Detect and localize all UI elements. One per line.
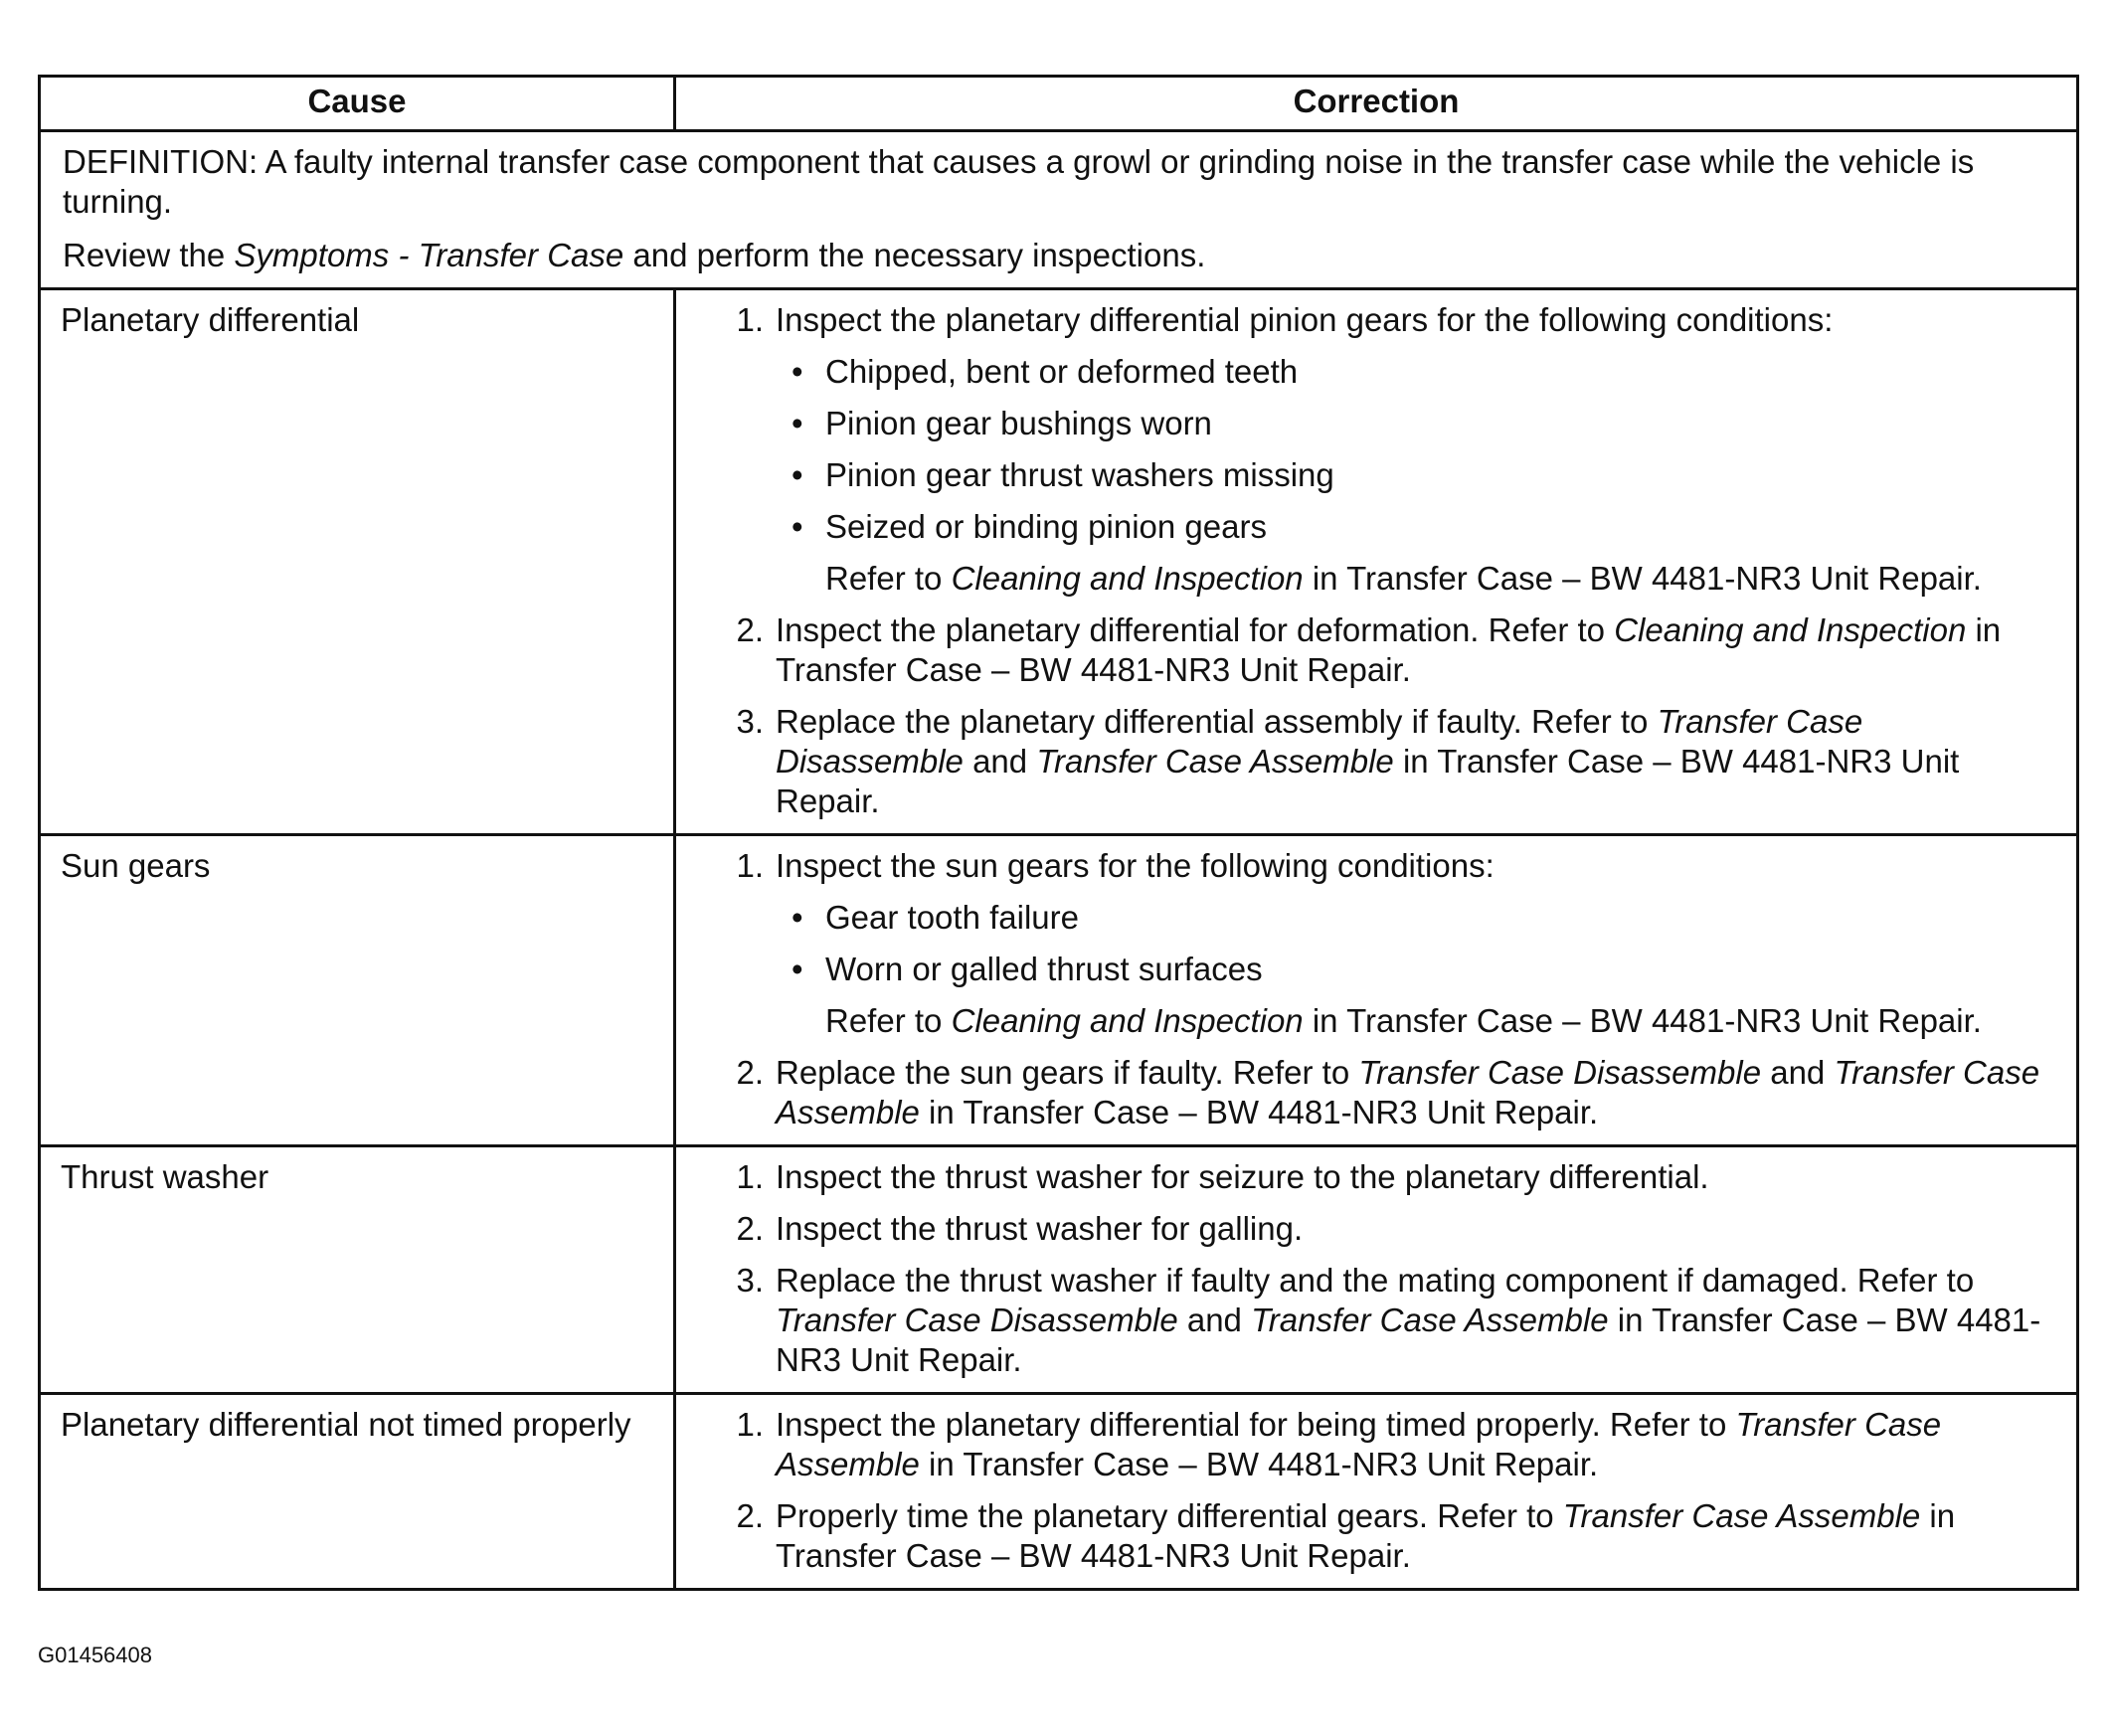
step-reference: Cleaning and Inspection: [1614, 611, 1967, 648]
condition-item: [776, 352, 2056, 392]
review-suffix: and perform the necessary inspections.: [623, 237, 1206, 273]
step-item: [724, 610, 2056, 690]
step-text: and: [1177, 1302, 1252, 1338]
condition-list: [776, 898, 2056, 989]
cause-cell: Planetary differential not timed properly: [40, 1394, 675, 1590]
step-number: 2.: [736, 1497, 764, 1534]
step-text: Inspect the thrust washer for galling.: [776, 1210, 1304, 1247]
note-reference: Cleaning and Inspection: [951, 1002, 1304, 1039]
diagnostic-table: [38, 75, 2079, 1591]
bullet-icon: •: [792, 353, 803, 390]
condition-item: [776, 455, 2056, 495]
step-item: [724, 1405, 2056, 1484]
step-number: 2.: [736, 611, 764, 648]
step-text: in Transfer Case – BW 4481-NR3 Unit Repair.: [776, 1497, 1956, 1574]
condition-text: Seized or binding pinion gears: [825, 508, 1267, 545]
step-item: [724, 1261, 2056, 1380]
step-text: Replace the sun gears if faulty. Refer to: [776, 1054, 1359, 1091]
bullet-icon: •: [792, 456, 803, 493]
step-reference: Transfer Case Assemble: [1036, 743, 1394, 780]
step-list: [724, 1405, 2056, 1576]
correction-cell: [675, 1394, 2078, 1590]
step-text: Inspect the thrust washer for seizure to the planetary differential.: [776, 1158, 1709, 1195]
step-number: 2.: [736, 1210, 764, 1247]
table-header-row: [40, 77, 2078, 131]
condition-text: Pinion gear bushings worn: [825, 405, 1212, 441]
step-text: and: [963, 743, 1037, 780]
condition-text: Pinion gear thrust washers missing: [825, 456, 1334, 493]
cause-cell: Planetary differential: [40, 289, 675, 835]
condition-item: [776, 898, 2056, 938]
step-text: Inspect the planetary differential for deformation. Refer to: [776, 611, 1615, 648]
note-text: Refer to: [825, 1002, 952, 1039]
condition-item: [776, 507, 2056, 547]
step-number: 1.: [736, 847, 764, 884]
note-text: in Transfer Case – BW 4481-NR3 Unit Repair.: [1303, 1002, 1982, 1039]
header-correction: Correction: [675, 77, 2078, 131]
cause-cell: Thrust washer: [40, 1146, 675, 1394]
correction-cell: [675, 289, 2078, 835]
step-text: Replace the thrust washer if faulty and the mating component if damaged. Refer to: [776, 1262, 1975, 1299]
bullet-icon: •: [792, 899, 803, 936]
bullet-icon: •: [792, 405, 803, 441]
note-text: in Transfer Case – BW 4481-NR3 Unit Repair.: [1303, 560, 1982, 597]
step-item: [724, 702, 2056, 821]
condition-item: [776, 950, 2056, 989]
step-text: in Transfer Case – BW 4481-NR3 Unit Repair.: [919, 1094, 1599, 1130]
step-list: [724, 1157, 2056, 1380]
reference-note: [825, 559, 2056, 599]
step-item: [724, 1496, 2056, 1576]
step-reference: Transfer Case Assemble: [1251, 1302, 1609, 1338]
step-reference: Transfer Case Assemble: [776, 1054, 2040, 1130]
step-list: [724, 846, 2056, 1132]
step-number: 3.: [736, 1262, 764, 1299]
definition-row: [40, 131, 2078, 289]
step-number: 1.: [736, 1406, 764, 1443]
definition-cell: [40, 131, 2078, 289]
condition-text: Worn or galled thrust surfaces: [825, 951, 1263, 987]
correction-cell: [675, 835, 2078, 1146]
bullet-icon: •: [792, 951, 803, 987]
note-text: Refer to: [825, 560, 952, 597]
step-text: Inspect the planetary differential for being timed properly. Refer to: [776, 1406, 1736, 1443]
step-number: 1.: [736, 301, 764, 338]
step-text: Properly time the planetary differential gears. Refer to: [776, 1497, 1563, 1534]
step-reference: Transfer Case Assemble: [776, 1406, 1942, 1482]
bullet-icon: •: [792, 508, 803, 545]
step-number: 1.: [736, 1158, 764, 1195]
symptoms-reference: Symptoms - Transfer Case: [234, 237, 624, 273]
note-reference: Cleaning and Inspection: [951, 560, 1304, 597]
table-row: [40, 289, 2078, 835]
step-text: and: [1761, 1054, 1835, 1091]
table-row: [40, 1394, 2078, 1590]
condition-text: Gear tooth failure: [825, 899, 1079, 936]
cause-cell: Sun gears: [40, 835, 675, 1146]
step-reference: Transfer Case Disassemble: [776, 1302, 1178, 1338]
step-reference: Transfer Case Assemble: [1562, 1497, 1921, 1534]
step-number: 2.: [736, 1054, 764, 1091]
step-reference: Transfer Case Disassemble: [1358, 1054, 1762, 1091]
step-text: Inspect the planetary differential pinion gears for the following conditions:: [776, 301, 1834, 338]
step-list: [724, 300, 2056, 821]
step-text: in Transfer Case – BW 4481-NR3 Unit Repair.: [776, 743, 1960, 819]
step-item: [724, 846, 2056, 1041]
reference-note: [825, 1001, 2056, 1041]
condition-text: Chipped, bent or deformed teeth: [825, 353, 1299, 390]
definition-text: DEFINITION: A faulty internal transfer case component that causes a growl or grinding noise in the transfer case while the vehicle is turning.: [63, 143, 1975, 220]
condition-item: [776, 404, 2056, 443]
step-text: in Transfer Case – BW 4481-NR3 Unit Repair.: [776, 611, 2002, 688]
step-text: Inspect the sun gears for the following conditions:: [776, 847, 1495, 884]
table-row: [40, 835, 2078, 1146]
review-prefix: Review the: [63, 237, 235, 273]
step-item: [724, 1157, 2056, 1197]
step-text: Replace the planetary differential assembly if faulty. Refer to: [776, 703, 1658, 740]
figure-id: G01456408: [38, 1643, 152, 1667]
step-item: [724, 1209, 2056, 1249]
step-reference: Transfer Case Disassemble: [776, 703, 1863, 780]
condition-list: [776, 352, 2056, 547]
header-cause: Cause: [40, 77, 675, 131]
step-item: [724, 1053, 2056, 1132]
review-instruction: [63, 236, 2056, 275]
correction-cell: [675, 1146, 2078, 1394]
step-text: in Transfer Case – BW 4481-NR3 Unit Repair.: [919, 1446, 1599, 1482]
step-number: 3.: [736, 703, 764, 740]
step-text: in Transfer Case – BW 4481-NR3 Unit Repair.: [776, 1302, 2041, 1378]
step-item: [724, 300, 2056, 599]
table-row: [40, 1146, 2078, 1394]
